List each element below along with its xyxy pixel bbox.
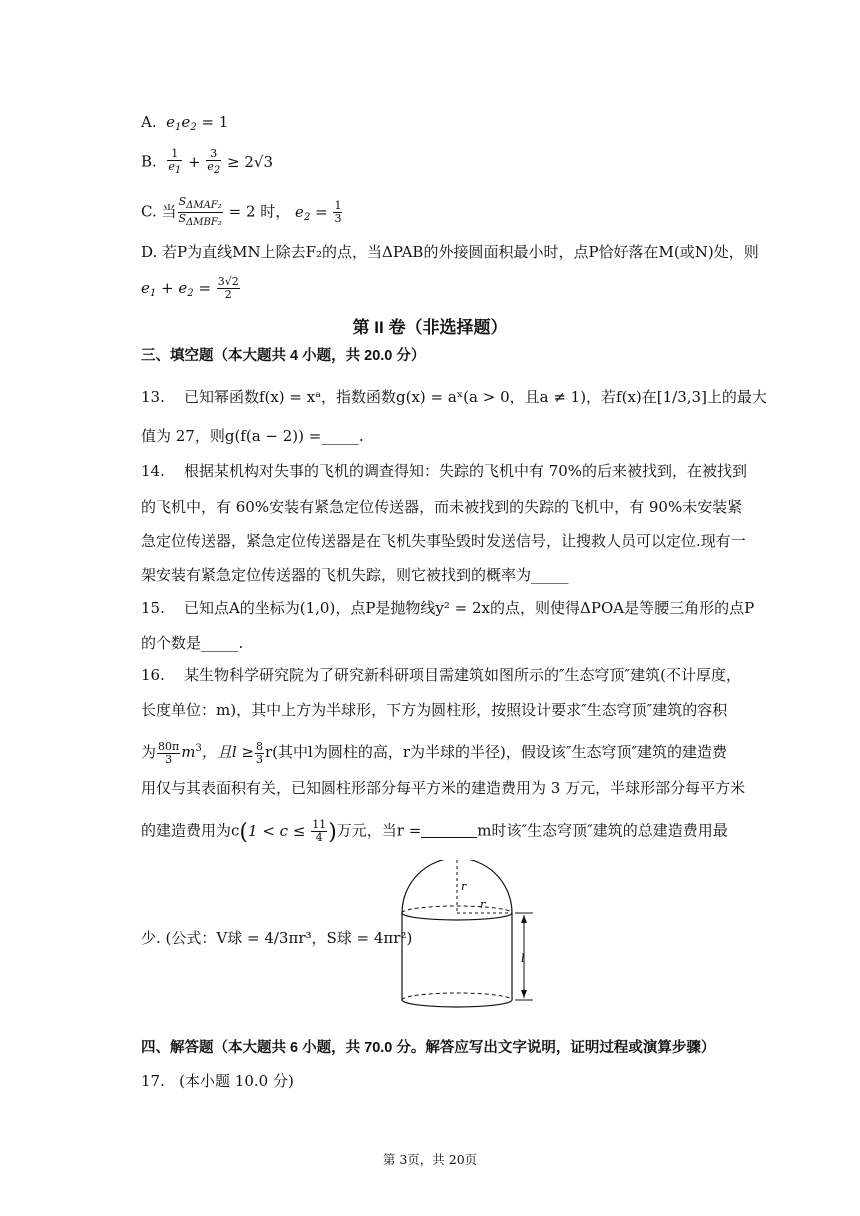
question-16-c-range: (1 < c ≤ $\frac{11}{4}$ ) (239, 818, 337, 845)
question-13-number: 13. (141, 388, 165, 406)
option-c-result: $e_2$ = $\frac{1}{3}$ (295, 199, 342, 225)
bottom-ellipse-back (402, 993, 512, 1000)
question-16-line5 (141, 819, 728, 844)
option-b-label: B. (141, 152, 157, 171)
question-16-text5a: 的建造费用为c (141, 821, 240, 840)
option-c-label: C. (141, 202, 157, 221)
option-a (141, 111, 228, 139)
question-14-line3: 急定位传送器，紧急定位传送器是在飞机失事坠毁时发送信号，让搜救人员可以定位.现有一 (141, 532, 746, 550)
question-13-line2: 值为 27，则g(f(a − 2)) =_____. (141, 427, 364, 445)
page-footer: 第 3页，共 20页 (382, 1152, 478, 1167)
section4-title: 四、解答题（本大题共 6 小题，共 70.0 分。解答应写出文字说明，证明过程或演算步骤） (141, 1040, 716, 1056)
question-14-text1: 根据某机构对失事的飞机的调查得知：失踪的飞机中有 70%的后来被找到，在被找到 (183, 462, 748, 480)
question-13-text1: 已知幂函数f(x) = xᵃ，指数函数g(x) = aˣ(a > 0，且a ≠ 1)，若f(x)在[1/3,3]上的最大 (183, 388, 767, 406)
option-d-text: 若P为直线MN上除去F₂的点，当ΔPAB的外接圆面积最小时，点P恰好落在M(或N)处，则 (162, 243, 759, 261)
question-16-text5c: m时该″生态穹顶″建筑的总建造费用最 (477, 821, 728, 840)
question-16-text3a: 为 (141, 743, 157, 761)
label-r-mid: r (480, 898, 486, 911)
question-15-line1 (141, 597, 754, 619)
question-15-number: 15. (141, 599, 165, 617)
question-14-line1 (141, 460, 747, 482)
top-ellipse-front (402, 913, 512, 920)
question-14-line4: 架安装有紧急定位传送器的飞机失踪，则它被找到的概率为_____ (141, 566, 569, 584)
question-17-text: (本小题 10.0 分) (179, 1072, 294, 1090)
label-r-top: r (461, 880, 467, 893)
question-16-text3c: r(其中l为圆柱的高，r为半球的半径)，假设该″生态穹顶″建筑的建造费 (265, 743, 728, 761)
question-17 (141, 1070, 294, 1092)
question-16-line6: 少. (公式：V球 = 4/3πr³，S球 = 4πr²) (141, 929, 413, 947)
dimension-arrow-top (521, 915, 527, 923)
option-b (141, 148, 273, 177)
question-16-line4: 用仅与其表面积有关，已知圆柱形部分每平方米的建造费用为 3 万元，半球形部分每平方米 (141, 779, 746, 797)
question-16-line2: 长度单位：m)，其中上方为半球形，下方为圆柱形，按照设计要求″生态穹顶″建筑的容积 (141, 701, 728, 719)
option-d-formula: $e_1 + e_2$ = $\frac{3√2}{2}$ (141, 275, 239, 301)
option-c (141, 196, 343, 229)
question-16-text5b: 万元，当r = (336, 821, 422, 840)
question-16-volume: $\frac{80\pi}{3}$ $m^3$ (158, 739, 202, 766)
option-a-formula: $e_1e_2 = 1$ (161, 113, 229, 133)
option-b-formula: $\frac{1}{e1}$ + $\frac{3}{e2}$ ≥ 2√3 (168, 147, 273, 176)
option-a-label: A. (141, 113, 157, 131)
option-c-text1: 当 (161, 202, 177, 221)
dimension-arrow-bottom (521, 990, 527, 998)
question-15-line2: 的个数是_____. (141, 634, 244, 652)
question-17-number: 17. (141, 1072, 165, 1090)
question-16-line1 (141, 664, 741, 686)
question-16-number: 16. (141, 666, 165, 684)
question-16-line3 (141, 738, 727, 766)
section3-title: 三、填空题（本大题共 4 小题，共 20.0 分） (141, 348, 426, 364)
option-c-text2: = 2 时， (228, 202, 291, 221)
option-c-ratio: $\frac{\text{SΔMAF₂}}{\text{SΔMBF₂}}$ (178, 195, 222, 228)
bottom-ellipse-front (402, 1000, 512, 1007)
question-15-text1: 已知点A的坐标为(1,0)，点P是抛物线y² = 2x的点，则使得ΔPOA是等腰三角形的点P (183, 599, 755, 617)
part2-title: 第 II 卷（非选择题） (352, 318, 508, 337)
question-16-text3b: ，且l ≥ (201, 743, 254, 761)
question-14-number: 14. (141, 462, 165, 480)
answer-blank (421, 822, 477, 838)
question-14-line2: 的飞机中，有 60%安装有紧急定位传送器，而未被找到的失踪的飞机中，有 90%未安装紧 (141, 498, 743, 516)
question-13-line1 (141, 386, 767, 408)
label-l: l (521, 952, 525, 965)
question-16-text1: 某生物科学研究院为了研究新科研项目需建筑如图所示的″生态穹顶″建筑(不计厚度， (183, 666, 741, 684)
dome-figure (395, 860, 545, 1015)
option-d (141, 241, 759, 263)
option-d-label: D. (141, 243, 158, 261)
question-16-ratio: $\frac{8}{3}$ (256, 739, 263, 766)
